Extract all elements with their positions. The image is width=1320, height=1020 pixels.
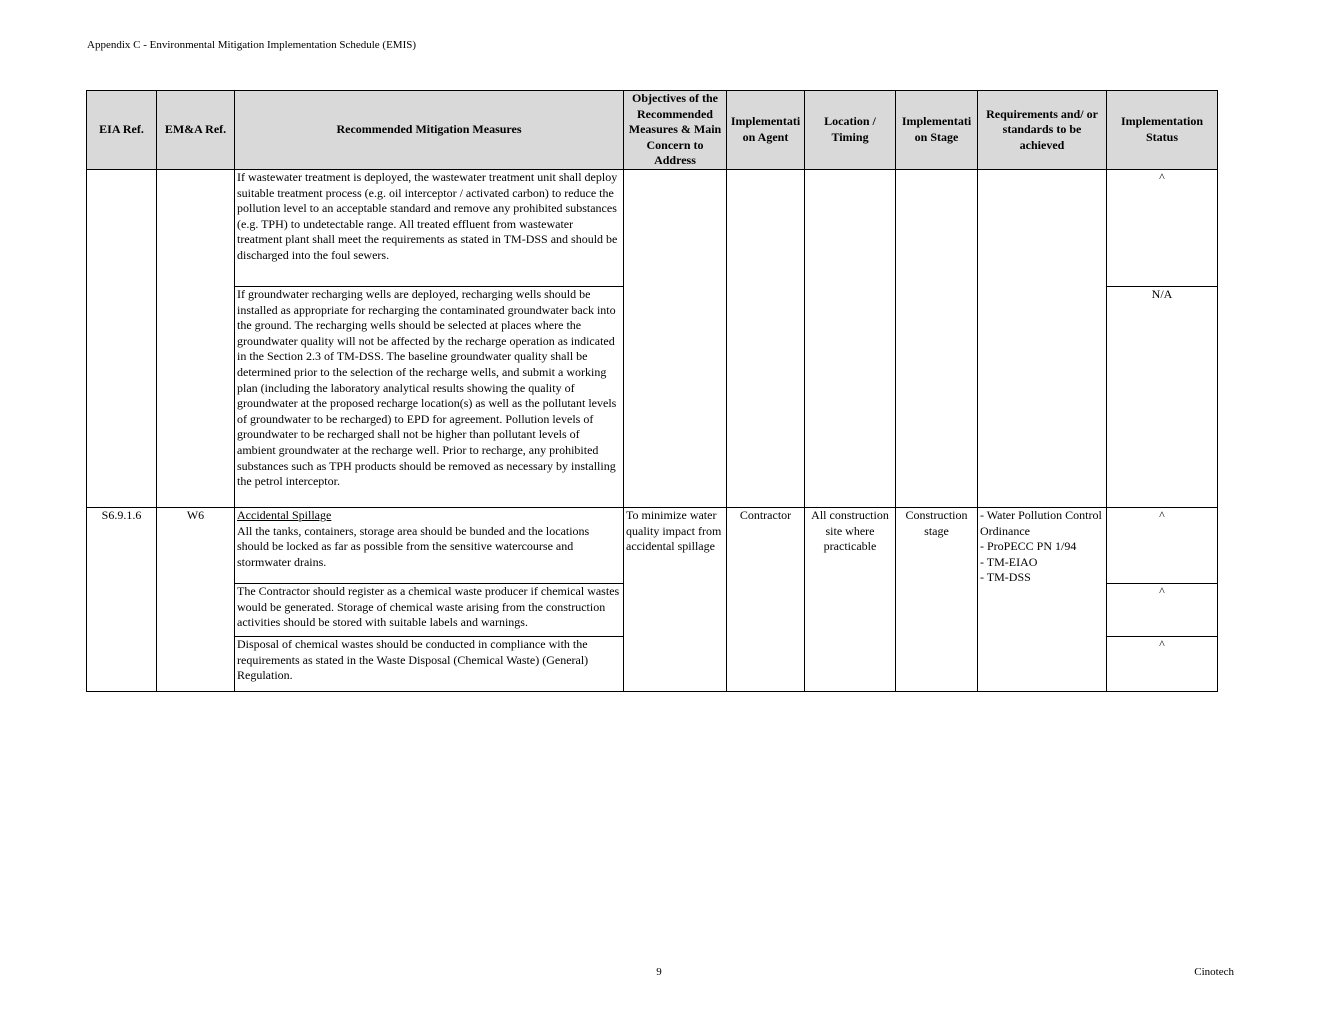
location-cell: All construction site where practicable <box>805 507 896 691</box>
col-header-requirements: Requirements and/ or standards to be achieved <box>978 91 1107 170</box>
status-cell: ^ <box>1107 583 1218 636</box>
ema-ref-cell <box>157 169 235 507</box>
objective-cell <box>624 169 727 507</box>
status-cell: ^ <box>1107 636 1218 691</box>
status-cell: N/A <box>1107 286 1218 507</box>
stage-cell: Construction stage <box>896 507 978 691</box>
agent-cell: Contractor <box>727 507 805 691</box>
col-header-ema-ref: EM&A Ref. <box>157 91 235 170</box>
company-name: Cinotech <box>1194 966 1234 978</box>
emis-table <box>86 90 1218 692</box>
col-header-location-timing: Location / Timing <box>805 91 896 170</box>
col-header-objectives: Objectives of the Recommended Measures & Main Concern to Address <box>624 91 727 170</box>
table-header-row <box>87 91 1218 170</box>
requirements-cell <box>978 507 1107 691</box>
requirements-cell <box>978 169 1107 507</box>
col-header-implementation-agent: Implementati on Agent <box>727 91 805 170</box>
mitigation-measure-cell: The Contractor should register as a chemical waste producer if chemical wastes would be generated. Storage of chemical waste arising from the construction activities should be stored with suitable labels and warnings. <box>235 583 624 636</box>
location-cell <box>805 169 896 507</box>
col-header-implementation-status: Implementation Status <box>1107 91 1218 170</box>
ema-ref-cell: W6 <box>157 507 235 691</box>
mitigation-measure-cell: If wastewater treatment is deployed, the wastewater treatment unit shall deploy suitable treatment process (e.g. oil interceptor / activated carbon) to reduce the pollution level to an acceptable standard and remove any prohibited substances (e.g. TPH) to undetectable range. All treated effluent from wastewater treatment plant shall meet the requirements as stated in TM-DSS and should be discharged into the foul sewers. <box>235 169 624 286</box>
mitigation-measure-cell <box>235 507 624 583</box>
status-cell: ^ <box>1107 507 1218 583</box>
agent-cell <box>727 169 805 507</box>
col-header-eia-ref: EIA Ref. <box>87 91 157 170</box>
requirement-item: - ProPECC PN 1/94 <box>980 539 1077 554</box>
eia-ref-cell <box>87 169 157 507</box>
table-row <box>87 169 1218 286</box>
status-cell: ^ <box>1107 169 1218 286</box>
requirement-item: - TM-DSS <box>980 570 1031 585</box>
objective-cell: To minimize water quality impact from accidental spillage <box>624 507 727 691</box>
document-header: Appendix C - Environmental Mitigation Implementation Schedule (EMIS) <box>87 39 417 51</box>
measure-title: Accidental Spillage <box>237 507 332 522</box>
requirement-item: - Water Pollution Control Ordinance <box>980 507 1102 538</box>
col-header-implementation-stage: Implementati on Stage <box>896 91 978 170</box>
requirement-item: - TM-EIAO <box>980 554 1038 569</box>
stage-cell <box>896 169 978 507</box>
eia-ref-cell: S6.9.1.6 <box>87 507 157 691</box>
table-row <box>87 507 1218 583</box>
page-number: 9 <box>656 966 662 978</box>
mitigation-measure-cell: Disposal of chemical wastes should be conducted in compliance with the requirements as stated in the Waste Disposal (Chemical Waste) (General) Regulation. <box>235 636 624 691</box>
measure-text: All the tanks, containers, storage area should be bunded and the locations should be locked as far as possible from the sensitive watercourse and stormwater drains. <box>237 523 590 569</box>
col-header-mitigation-measures: Recommended Mitigation Measures <box>235 91 624 170</box>
mitigation-measure-cell: If groundwater recharging wells are deployed, recharging wells should be installed as appropriate for recharging the contaminated groundwater back into the ground. The recharging wells should be selected at places where the groundwater quality will not be affected by the recharge operation as indicated in the Section 2.3 of TM-DSS. The baseline groundwater quality shall be determined prior to the selection of the recharge wells, and submit a working plan (including the laboratory analytical results showing the quality of groundwater at the proposed recharge location(s) as well as the pollutant levels of groundwater to be recharged) to EPD for agreement. Pollution levels of groundwater to be recharged shall not be higher than pollutant levels of ambient groundwater at the recharge well. Prior to recharge, any prohibited substances such as TPH products should be removed as necessary by installing the petrol interceptor. <box>235 286 624 507</box>
